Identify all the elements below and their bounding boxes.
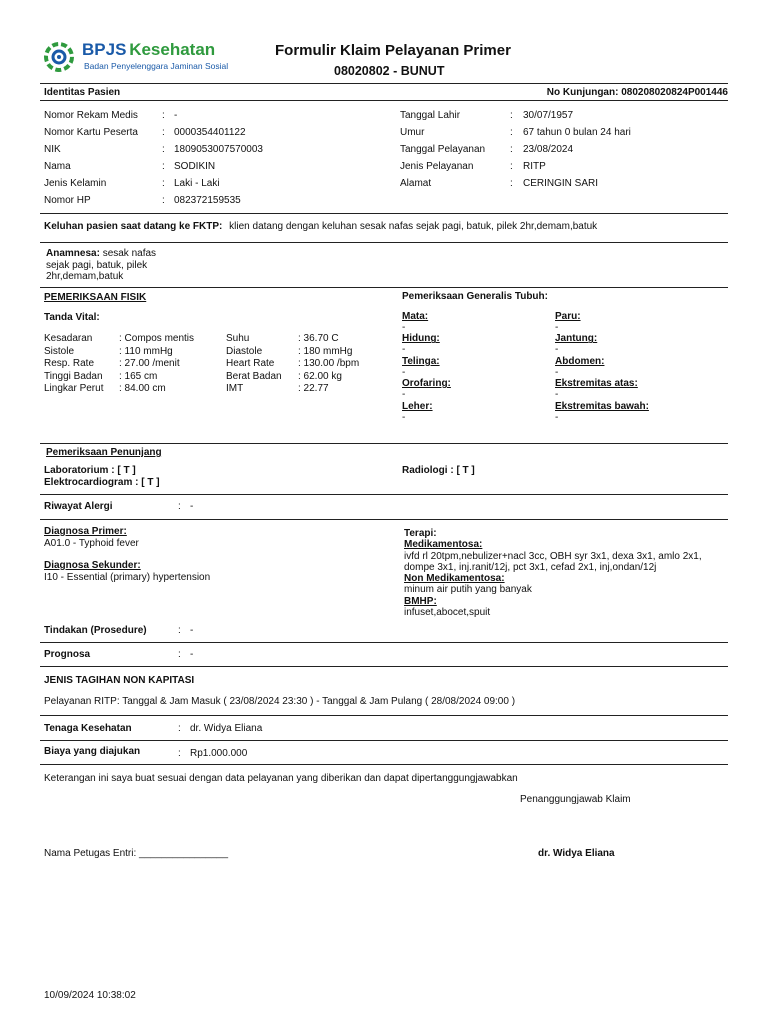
vital-label: Kesadaran: [44, 333, 93, 344]
bpjs-logo: [44, 40, 229, 76]
generalis-label: Mata:: [402, 311, 429, 322]
penunjang-title: Pemeriksaan Penunjang: [46, 447, 162, 458]
field-label: Jenis Kelamin: [44, 178, 107, 189]
divider: [40, 242, 728, 243]
generalis-value: -: [402, 411, 406, 423]
diagnosa-primer-value: A01.0 - Typhoid fever: [44, 538, 139, 549]
medikamentosa-line: dompe 3x1, inj.ranit/12j, pct 3x1, cefad 2x1, inj,ondan/12j: [404, 561, 657, 573]
field-value: CERINGIN SARI: [523, 178, 599, 189]
divider: [40, 764, 728, 765]
vital-label: IMT: [226, 383, 244, 395]
anamnesa-line: sesak nafas: [102, 248, 157, 259]
bmhp-label: BMHP:: [404, 595, 437, 607]
generalis-value: -: [555, 344, 559, 356]
tindakan-value: -: [190, 625, 194, 636]
brand-subtitle: Badan Penyelenggara Jaminan Sosial: [84, 61, 229, 71]
generalis-right: [555, 311, 649, 423]
colon: :: [178, 501, 181, 512]
biaya-value: Rp1.000.000: [190, 748, 248, 759]
vital-label: Resp. Rate: [44, 358, 95, 370]
field-value: 23/08/2024: [523, 144, 574, 155]
field-label: Alamat: [400, 178, 432, 189]
brand-kesehatan: Kesehatan: [129, 40, 216, 59]
keluhan-label: Keluhan pasien saat datang ke FKTP:: [44, 221, 223, 232]
generalis-value: -: [555, 366, 559, 378]
generalis-left: [402, 311, 451, 423]
generalis-label: Hidung:: [402, 333, 440, 345]
radiologi: Radiologi : [ T ]: [402, 465, 475, 476]
non-medikamentosa-label: Non Medikamentosa:: [404, 573, 505, 585]
prognosa-value: -: [190, 649, 194, 660]
generalis-value: -: [402, 389, 406, 401]
generalis-label: Abdomen:: [555, 355, 605, 367]
vital-value: : 22.77: [298, 383, 329, 395]
vital-value: : 36.70 C: [298, 333, 339, 344]
generalis-label: Paru:: [555, 311, 581, 322]
field-value: 1809053007570003: [174, 144, 263, 155]
anamnesa-line: 2hr,demam,batuk: [46, 271, 124, 282]
keluhan-row: [44, 221, 597, 232]
vital-value: : 110 mmHg: [119, 345, 173, 357]
colon: :: [178, 723, 181, 734]
divider: [40, 100, 728, 101]
tanda-vital-label: Tanda Vital:: [44, 312, 100, 323]
diagnosa-sekunder-label: Diagnosa Sekunder:: [44, 560, 141, 571]
vital-label: Tinggi Badan: [44, 370, 103, 382]
generalis-value: -: [402, 344, 406, 356]
divider: [40, 443, 728, 444]
colon: :: [510, 144, 513, 155]
generalis-label: Ekstremitas bawah:: [555, 400, 649, 412]
penanggungjawab-name: dr. Widya Eliana: [538, 848, 615, 859]
tenaga-value: dr. Widya Eliana: [190, 723, 263, 734]
terapi-block: [404, 528, 702, 618]
print-timestamp: 10/09/2024 10:38:02: [44, 990, 136, 1001]
anamnesa-block: [46, 248, 156, 283]
colon: :: [162, 127, 165, 138]
generalis-title: Pemeriksaan Generalis Tubuh:: [402, 291, 548, 302]
vital-value: : 62.00 kg: [298, 370, 342, 382]
field-label: Umur: [400, 127, 425, 138]
colon: :: [510, 127, 513, 138]
colon: :: [510, 178, 513, 189]
tagihan-detail: Pelayanan RITP: Tanggal & Jam Masuk ( 23/08/2024 23:30 ) - Tanggal & Jam Pulang ( 28/08/2024 09:00 ): [44, 696, 516, 707]
generalis-value: -: [402, 322, 406, 333]
pemeriksaan-fisik-title: PEMERIKSAAN FISIK: [44, 292, 147, 303]
generalis-value: -: [555, 411, 559, 423]
vital-label: Lingkar Perut: [44, 383, 104, 395]
divider: [40, 287, 728, 288]
field-label: Nomor Rekam Medis: [44, 110, 138, 121]
field-label: NIK: [44, 144, 61, 155]
vital-value: : 180 mmHg: [298, 345, 353, 357]
colon: :: [178, 625, 181, 636]
bpjs-emblem-icon: [44, 42, 74, 72]
no-kunjungan: No Kunjungan: 080208020824P001446: [546, 87, 728, 98]
elektrocardiogram: Elektrocardiogram : [ T ]: [44, 477, 160, 488]
vital-value: : 84.00 cm: [119, 383, 166, 395]
non-medikamentosa-value: minum air putih yang banyak: [404, 584, 532, 596]
colon: :: [162, 110, 165, 121]
divider: [40, 83, 728, 84]
colon: :: [178, 748, 181, 759]
divider: [40, 494, 728, 495]
vital-value: : Compos mentis: [119, 333, 195, 344]
field-value: Laki - Laki: [174, 178, 220, 189]
generalis-value: -: [555, 389, 559, 401]
divider: [40, 213, 728, 214]
field-label: Tanggal Lahir: [400, 110, 461, 121]
medikamentosa-label: Medikamentosa:: [404, 539, 483, 551]
generalis-label: Ekstremitas atas:: [555, 378, 638, 390]
field-value: RITP: [523, 161, 546, 172]
field-label: Nomor HP: [44, 195, 91, 206]
keterangan: Keterangan ini saya buat sesuai dengan data pelayanan yang diberikan dan dapat dipertanggungjawabkan: [44, 773, 518, 784]
form-subtitle: 08020802 - BUNUT: [334, 64, 445, 78]
generalis-label: Jantung:: [555, 333, 598, 345]
field-label: Jenis Pelayanan: [400, 161, 474, 172]
identitas-label: Identitas Pasien: [44, 87, 121, 98]
generalis-label: Orofaring:: [402, 378, 451, 390]
vital-label: Heart Rate: [226, 358, 275, 370]
alergi-label: Riwayat Alergi: [44, 501, 113, 512]
field-label: Nama: [44, 161, 71, 172]
field-value: 0000354401122: [174, 127, 246, 138]
diagnosa-sekunder-value: I10 - Essential (primary) hypertension: [44, 572, 211, 583]
colon: :: [162, 178, 165, 189]
field-label: Nomor Kartu Peserta: [44, 127, 138, 138]
generalis-label: Telinga:: [402, 355, 440, 367]
tindakan-label: Tindakan (Prosedure): [44, 625, 147, 636]
generalis-label: Leher:: [402, 400, 433, 412]
colon: :: [162, 161, 165, 172]
divider: [40, 715, 728, 716]
colon: :: [178, 649, 181, 660]
medikamentosa-line: ivfd rl 20tpm,nebulizer+nacl 3cc, OBH syr 3x1, dexa 3x1, amlo 2x1,: [404, 550, 702, 562]
diagnosa-primer-label: Diagnosa Primer:: [44, 526, 127, 537]
vitals-right: [226, 333, 386, 396]
divider: [40, 519, 728, 520]
tenaga-label: Tenaga Kesehatan: [44, 723, 132, 734]
biaya-label: Biaya yang diajukan: [44, 746, 141, 757]
vital-value: : 165 cm: [119, 370, 158, 382]
vital-value: : 27.00 /menit: [119, 358, 180, 370]
vital-label: Diastole: [226, 345, 263, 357]
divider: [40, 666, 728, 667]
prognosa-label: Prognosa: [44, 649, 91, 660]
colon: :: [162, 195, 165, 206]
laboratorium: Laboratorium : [ T ]: [44, 465, 136, 476]
vital-label: Suhu: [226, 333, 250, 344]
vitals-left: [44, 333, 224, 396]
anamnesa-label: Anamnesa:: [46, 248, 100, 259]
keluhan-value: klien datang dengan keluhan sesak nafas sejak pagi, batuk, pilek 2hr,demam,batuk: [229, 221, 598, 232]
tagihan-title: JENIS TAGIHAN NON KAPITASI: [44, 675, 195, 686]
terapi-label: Terapi:: [404, 528, 437, 539]
field-value: 082372159535: [174, 195, 241, 206]
anamnesa-line: sejak pagi, batuk, pilek: [46, 259, 148, 271]
field-value: SODIKIN: [174, 161, 216, 172]
nama-petugas-entri: Nama Petugas Entri: ________________: [44, 848, 229, 859]
field-value: 30/07/1957: [523, 110, 574, 121]
divider: [40, 740, 728, 741]
alergi-value: -: [190, 501, 194, 512]
vital-label: Berat Badan: [226, 370, 282, 382]
divider: [40, 642, 728, 643]
generalis-value: -: [555, 322, 559, 333]
brand-bpjs: BPJS: [82, 40, 127, 59]
bmhp-value: infuset,abocet,spuit: [404, 607, 491, 619]
penanggungjawab-label: Penanggungjawab Klaim: [520, 794, 631, 805]
vital-value: : 130.00 /bpm: [298, 358, 360, 370]
colon: :: [162, 144, 165, 155]
field-value: 67 tahun 0 bulan 24 hari: [523, 127, 631, 138]
vital-label: Sistole: [44, 345, 75, 357]
colon: :: [510, 110, 513, 121]
colon: :: [510, 161, 513, 172]
form-title: Formulir Klaim Pelayanan Primer: [275, 42, 511, 59]
generalis-value: -: [402, 366, 406, 378]
field-label: Tanggal Pelayanan: [400, 144, 486, 155]
field-value: -: [174, 110, 178, 121]
